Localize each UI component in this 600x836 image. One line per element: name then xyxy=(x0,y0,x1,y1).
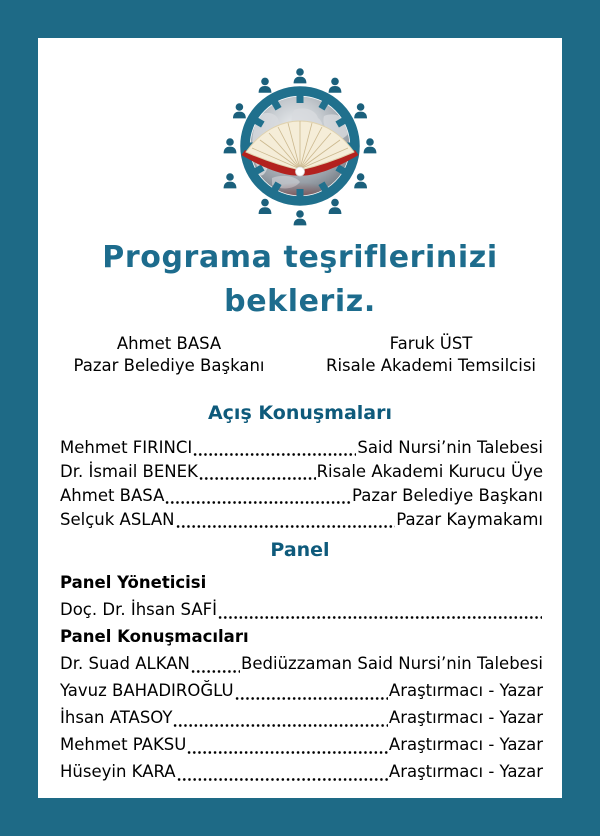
person-role: Araştırmacı - Yazar xyxy=(388,681,543,700)
program-row xyxy=(60,731,543,758)
program-row xyxy=(60,704,543,731)
panel-moderator-label: Panel Yöneticisi xyxy=(60,573,207,592)
person-role: Pazar Kaymakamı xyxy=(396,510,543,529)
signatory-title: Risale Akademi Temsilcisi xyxy=(325,355,537,375)
opening-speeches-heading: Açış Konuşmaları xyxy=(207,402,393,424)
person-role: Pazar Belediye Başkanı xyxy=(352,486,543,505)
dotted-leader xyxy=(218,615,542,620)
person-name: Yavuz BAHADIROĞLU xyxy=(60,681,234,700)
dotted-leader xyxy=(173,723,387,728)
dotted-leader xyxy=(165,500,351,505)
signatories xyxy=(38,333,562,376)
person-role: Araştırmacı - Yazar xyxy=(388,762,543,781)
signatory-name: Ahmet BASA xyxy=(116,334,222,353)
person-name: İhsan ATASOY xyxy=(60,708,173,727)
program-row xyxy=(60,436,543,460)
dotted-leader xyxy=(177,777,388,782)
program-row xyxy=(60,650,543,677)
dotted-leader xyxy=(191,669,240,674)
signatory-right xyxy=(300,333,562,376)
invitation-title-line1: Programa teşriflerinizi xyxy=(102,240,498,275)
program-row xyxy=(60,508,543,532)
program-row xyxy=(60,484,543,508)
person-role: Said Nursi’nin Talebesi xyxy=(357,438,543,457)
person-name: Dr. İsmail BENEK xyxy=(60,462,198,481)
signatory-name: Faruk ÜST xyxy=(389,334,473,353)
signatory-title: Pazar Belediye Başkanı xyxy=(73,355,265,375)
flyer-content xyxy=(38,58,562,818)
program-row xyxy=(60,677,543,704)
program-row-moderator xyxy=(60,596,543,623)
person-role: Bediüzzaman Said Nursi’nin Talebesi xyxy=(241,654,543,673)
dotted-leader xyxy=(176,524,396,529)
panel-list xyxy=(38,569,562,785)
person-name: Selçuk ASLAN xyxy=(60,510,175,529)
person-name: Ahmet BASA xyxy=(60,486,165,505)
dotted-leader xyxy=(187,750,388,755)
dotted-leader xyxy=(235,696,388,701)
invitation-title xyxy=(38,236,562,324)
person-name: Doç. Dr. İhsan SAFİ xyxy=(60,600,217,619)
person-name: Dr. Suad ALKAN xyxy=(60,654,190,673)
opening-speeches-list xyxy=(38,436,562,532)
program-row xyxy=(60,758,543,785)
program-row xyxy=(60,460,543,484)
dotted-leader xyxy=(199,476,316,481)
dotted-leader xyxy=(193,452,356,457)
person-name: Hüseyin KARA xyxy=(60,762,176,781)
person-name: Mehmet PAKSU xyxy=(60,735,187,754)
person-role: Araştırmacı - Yazar xyxy=(388,735,543,754)
invitation-title-line2: bekleriz. xyxy=(224,284,376,319)
risale-akademi-clock-globe-book-logo-icon xyxy=(212,58,388,234)
signatory-left xyxy=(38,333,300,376)
person-role: Risale Akademi Kurucu Üye xyxy=(316,462,543,481)
person-name: Mehmet FIRINCI xyxy=(60,438,193,457)
panel-heading: Panel xyxy=(270,539,330,561)
panel-speakers-label: Panel Konuşmacıları xyxy=(60,627,249,646)
person-role: Araştırmacı - Yazar xyxy=(388,708,543,727)
